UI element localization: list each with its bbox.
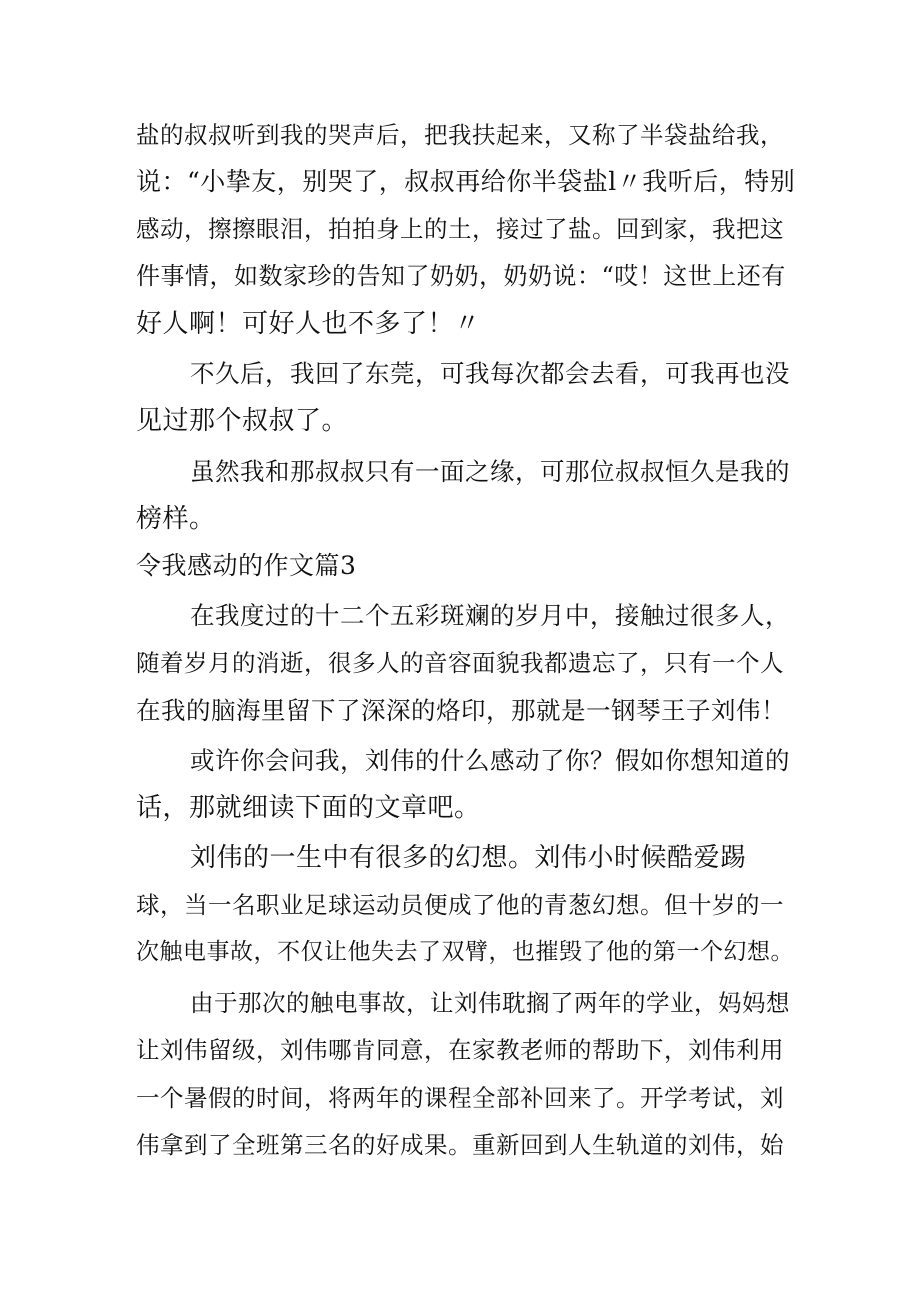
paragraph-line: 由于那次的触电事故，让刘伟耽搁了两年的学业，妈妈想 bbox=[190, 989, 790, 1017]
paragraph-line: 话，那就细读下面的文章吧。 bbox=[136, 793, 481, 823]
paragraph-line: 榜样。 bbox=[136, 504, 216, 534]
paragraph-line: 伟拿到了全班第三名的好成果。重新回到人生轨道的刘伟，始 bbox=[136, 1131, 784, 1159]
paragraph-line: 好人啊！可好人也不多了！〃 bbox=[136, 309, 481, 339]
paragraph-line: 虽然我和那叔叔只有一面之缘，可那位叔叔恒久是我的 bbox=[190, 457, 790, 486]
paragraph-line: 感动，擦擦眼泪，拍拍身上的土，接过了盐。回到家，我把这 bbox=[136, 215, 784, 243]
paragraph-line: 在我的脑海里留下了深深的烙印，那就是一钢琴王子刘伟！ bbox=[136, 696, 786, 725]
section-heading: 令我感动的作文篇3 bbox=[136, 551, 357, 580]
paragraph-line: 刘伟的一生中有很多的幻想。刘伟小时候酷爱踢 bbox=[190, 843, 747, 873]
paragraph-line: 在我度过的十二个五彩斑斓的岁月中，接触过很多人， bbox=[190, 601, 790, 630]
paragraph-line: 或许你会问我，刘伟的什么感动了你？假如你想知道的 bbox=[190, 746, 790, 775]
paragraph-line: 件事情，如数家珍的告知了奶奶，奶奶说：“哎！这世上还有 bbox=[136, 262, 786, 290]
paragraph-line: 盐的叔叔听到我的哭声后，把我扶起来，又称了半袋盐给我， bbox=[136, 121, 784, 149]
paragraph-line: 说：“小挚友，别哭了，叔叔再给你半袋盐l〃我听后，特别 bbox=[136, 167, 796, 196]
paragraph-line: 随着岁月的消逝，很多人的音容面貌我都遗忘了，只有一个人 bbox=[136, 649, 784, 677]
paragraph-line: 次触电事故，不仅让他失去了双臂，也摧毁了他的第一个幻想。 bbox=[136, 939, 794, 965]
paragraph-line: 让刘伟留级，刘伟哪肯同意，在家教老师的帮助下，刘伟利用 bbox=[136, 1036, 784, 1064]
paragraph-line: 不久后，我回了东莞，可我每次都会去看，可我再也没 bbox=[190, 359, 790, 388]
paragraph-line: 见过那个叔叔了。 bbox=[136, 406, 349, 436]
paragraph-line: 一个暑假的时间，将两年的课程全部补回来了。开学考试，刘 bbox=[136, 1084, 784, 1112]
paragraph-line: 球，当一名职业足球运动员便成了他的青葱幻想。但十岁的一 bbox=[136, 891, 784, 919]
